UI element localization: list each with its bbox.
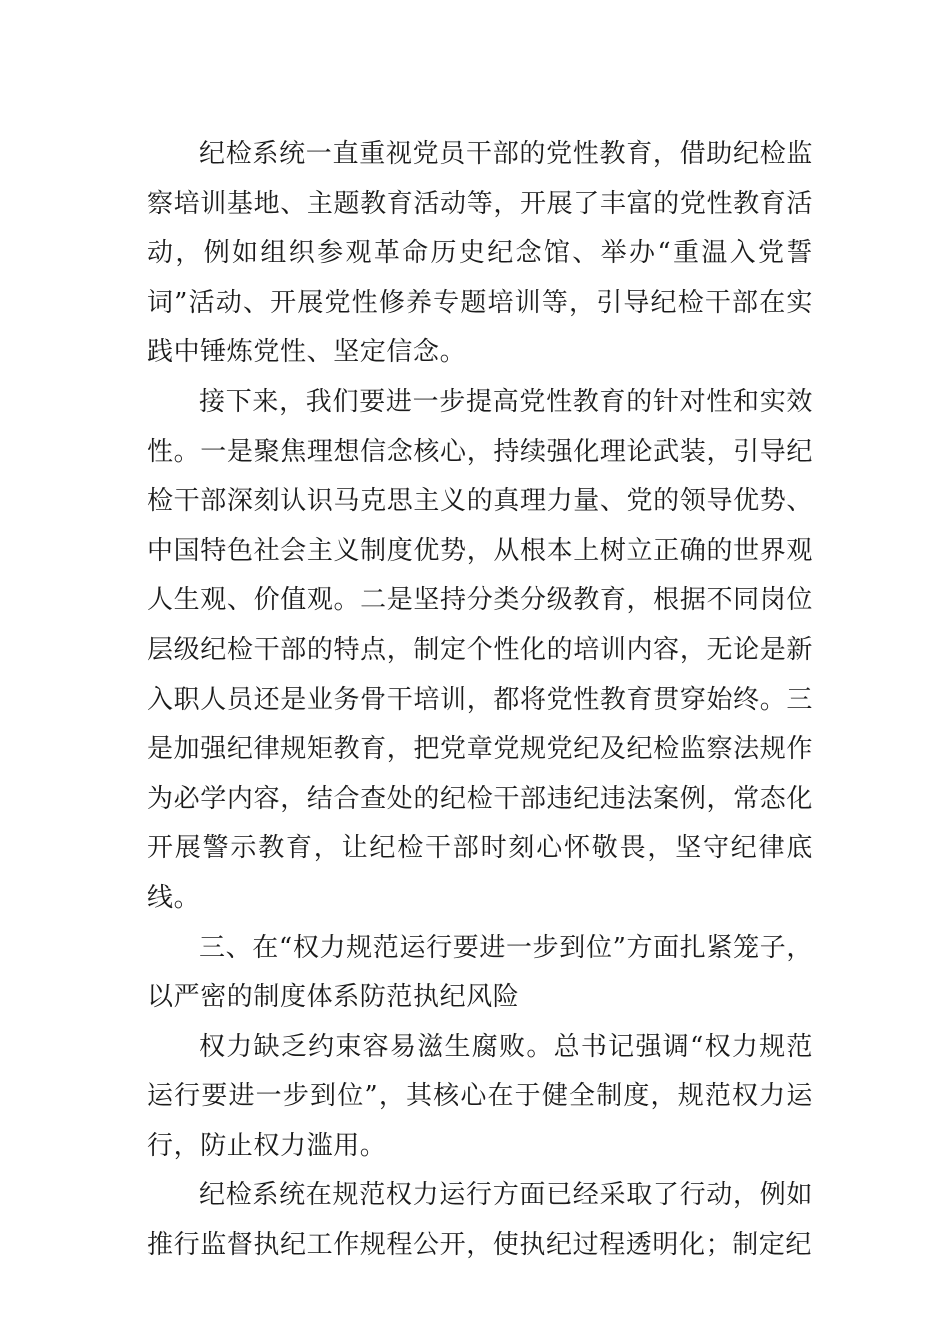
paragraph-party-education-activities: 纪检系统一直重视党员干部的党性教育，借助纪检监察培训基地、主题教育活动等，开展了丰富的党性教育活动，例如组织参观革命历史纪念馆、举办“重温入党誓词”活动、开展党性修养专题培训等，引导纪检干部在实践中锤炼党性、坚定信念。: [147, 139, 813, 368]
paragraph-power-constraint: 权力缺乏约束容易滋生腐败。总书记强调“权力规范运行要进一步到位”，其核心在于健全制度，规范权力运行，防止权力滥用。: [147, 1031, 813, 1161]
document-body: [147, 130, 813, 1271]
paragraph-next-steps: 接下来，我们要进一步提高党性教育的针对性和实效性。一是聚焦理想信念核心，持续强化理论武装，引导纪检干部深刻认识马克思主义的真理力量、党的领导优势、中国特色社会主义制度优势，从根本上树立正确的世界观人生观、价值观。二是坚持分类分级教育，根据不同岗位层级纪检干部的特点，制定个性化的培训内容，无论是新入职人员还是业务骨干培训，都将党性教育贯穿始终。三是加强纪律规矩教育，把党章党规党纪及纪检监察法规作为必学内容，结合查处的纪检干部违纪违法案例，常态化开展警示教育，让纪检干部时刻心怀敬畏，坚守纪律底线。: [147, 386, 813, 913]
paragraph-power-regulation-actions: 纪检系统在规范权力运行方面已经采取了行动，例如推行监督执纪工作规程公开，使执纪过程透明化；制定纪: [147, 1180, 813, 1261]
section-heading-power-regulation: 三、在“权力规范运行要进一步到位”方面扎紧笼子，以严密的制度体系防范执纪风险: [147, 932, 813, 1013]
